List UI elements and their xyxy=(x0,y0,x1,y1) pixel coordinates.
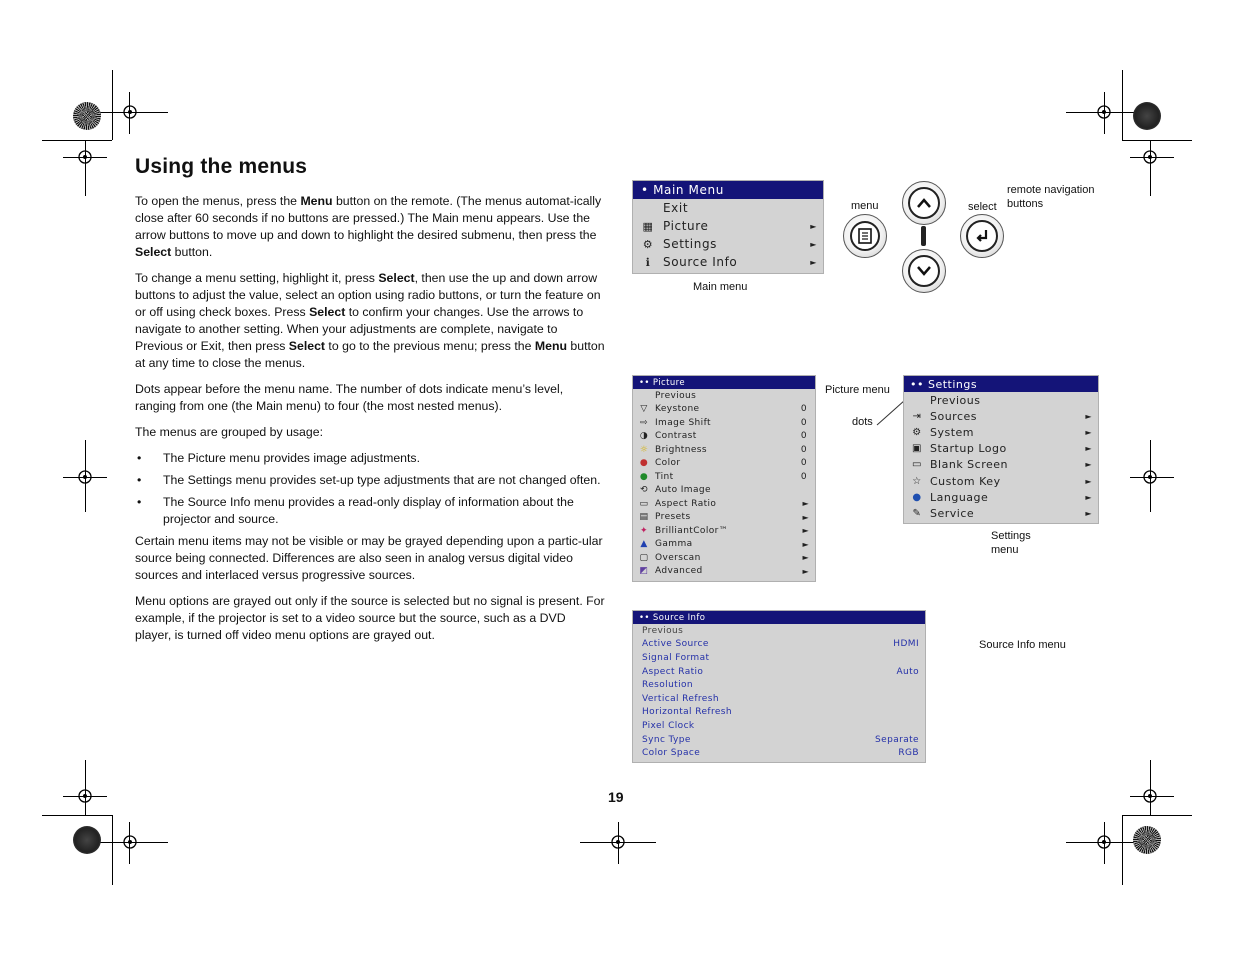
registration-target-icon xyxy=(119,101,141,123)
menu-item-label: Overscan xyxy=(655,552,701,563)
chevron-up-icon xyxy=(916,197,932,209)
menu-item[interactable] xyxy=(633,217,823,235)
menu-item-label: Exit xyxy=(663,201,689,215)
menu-item[interactable] xyxy=(633,416,815,430)
submenu-arrow-icon: ► xyxy=(810,221,817,231)
language-icon: ● xyxy=(912,491,922,503)
menu-item[interactable] xyxy=(633,746,925,760)
list-item: • The Picture menu provides image adjustments. xyxy=(137,451,420,465)
menu-item-value: RGB xyxy=(898,748,919,759)
paragraph-grayed-items: Certain menu items may not be visible or may be grayed depending upon a partic-ular source being connected. Differences are also seen in analog versus digital video sources and interlaced versus progressive sources. xyxy=(135,534,603,582)
menu-item[interactable] xyxy=(633,199,823,217)
menu-item-label: Custom Key xyxy=(930,474,1001,488)
dots-label: dots xyxy=(852,416,873,428)
submenu-arrow-icon: ► xyxy=(802,566,809,576)
chevron-down-icon xyxy=(916,265,932,277)
menu-item[interactable] xyxy=(904,457,1098,473)
page-title: Using the menus xyxy=(135,155,308,178)
registration-target-icon xyxy=(74,466,96,488)
menu-item[interactable] xyxy=(633,538,815,552)
registration-target-icon xyxy=(1139,785,1161,807)
menu-item[interactable] xyxy=(904,489,1098,505)
submenu-arrow-icon: ► xyxy=(1085,460,1092,470)
menu-item-label: Contrast xyxy=(655,431,697,442)
advanced-icon: ◩ xyxy=(639,566,649,577)
blank-screen-icon: ▭ xyxy=(912,459,922,471)
menu-item-value: Separate xyxy=(875,734,919,745)
registration-rosette-icon xyxy=(73,826,101,854)
body-text xyxy=(135,193,605,653)
menu-item[interactable] xyxy=(633,665,925,679)
menu-item-label: System xyxy=(930,425,975,439)
remote-down-button[interactable] xyxy=(902,249,946,293)
remote-menu-button[interactable] xyxy=(843,214,887,258)
picture-icon: ▦ xyxy=(642,219,654,233)
menu-item-value: 0 xyxy=(800,444,807,455)
submenu-arrow-icon: ► xyxy=(1085,444,1092,454)
color-icon: ● xyxy=(639,458,649,469)
menu-item-label: Startup Logo xyxy=(930,442,1007,456)
menu-item[interactable] xyxy=(633,733,925,747)
registration-target-icon xyxy=(1139,466,1161,488)
menu-item-value: 0 xyxy=(800,404,807,415)
registration-rosette-icon xyxy=(1133,102,1161,130)
submenu-arrow-icon: ► xyxy=(1085,508,1092,518)
menu-item[interactable] xyxy=(633,484,815,498)
gamma-icon: ▲ xyxy=(640,539,648,550)
menu-item[interactable] xyxy=(904,441,1098,457)
menu-item-label: Keystone xyxy=(655,404,700,415)
menu-item[interactable] xyxy=(904,473,1098,489)
submenu-arrow-icon: ► xyxy=(1085,427,1092,437)
menu-item-label: Previous xyxy=(642,625,684,636)
registration-target-icon xyxy=(1093,831,1115,853)
enter-icon xyxy=(974,228,990,244)
menu-item-label: Active Source xyxy=(642,639,709,650)
menu-item[interactable] xyxy=(633,253,823,271)
menu-item-label: Horizontal Refresh xyxy=(642,707,733,718)
menu-item[interactable] xyxy=(633,497,815,511)
menu-item-label: Aspect Ratio xyxy=(655,498,717,509)
paragraph-grayed-options: Menu options are grayed out only if the source is selected but no signal is present. For example, if the projector is set to a video source but the source, such as a DVD player, is turned off video menu options are grayed out. xyxy=(135,594,605,642)
presets-icon: ▤ xyxy=(639,512,649,523)
menu-item-label: Color Space xyxy=(642,748,701,759)
menu-item-label: Gamma xyxy=(655,539,693,550)
menu-item-value: HDMI xyxy=(893,639,919,650)
menu-item[interactable] xyxy=(633,403,815,417)
menu-item[interactable] xyxy=(633,470,815,484)
menu-item-label: Aspect Ratio xyxy=(642,666,704,677)
menu-item[interactable] xyxy=(904,505,1098,521)
registration-target-icon xyxy=(1139,146,1161,168)
menu-item-label: Source Info xyxy=(663,255,738,269)
menu-item[interactable] xyxy=(633,389,815,403)
menu-item-label: Sync Type xyxy=(642,734,691,745)
menu-item[interactable] xyxy=(633,706,925,720)
aspect-ratio-icon: ▭ xyxy=(639,498,649,509)
menu-item[interactable] xyxy=(633,678,925,692)
registration-target-icon xyxy=(119,831,141,853)
submenu-arrow-icon: ► xyxy=(802,512,809,522)
menu-item-label: Color xyxy=(655,458,681,469)
menu-item-label: Sources xyxy=(930,409,978,423)
settings-menu-caption: Settings menu xyxy=(991,530,1031,556)
submenu-arrow-icon: ► xyxy=(802,499,809,509)
auto-image-icon: ⟲ xyxy=(640,485,648,496)
source-info-menu-figure xyxy=(632,610,926,763)
paragraph-grouped: The menus are grouped by usage: xyxy=(135,425,323,439)
submenu-arrow-icon: ► xyxy=(1085,492,1092,502)
brilliantcolor-icon: ✦ xyxy=(640,525,648,536)
menu-item-label: Language xyxy=(930,490,989,504)
startup-logo-icon: ▣ xyxy=(912,443,922,455)
paragraph-change-setting: To change a menu setting, highlight it, press Select, then use the up and down arrow buttons to adjust the value, select an option using radio buttons, or turn the feature on or off using check boxes. Press Select to confirm your changes. Use the arrows to navigate to another setting. When your adjustments are complete, navigate to Previous or Exit, then press Select to go to the previous menu; press the Menu button at any time to close the menus. xyxy=(135,271,605,370)
menu-header: •• Settings xyxy=(904,376,1098,392)
menu-item-label: Image Shift xyxy=(655,417,711,428)
overscan-icon: ▢ xyxy=(639,552,649,563)
submenu-arrow-icon: ► xyxy=(802,526,809,536)
menu-item[interactable] xyxy=(633,551,815,565)
brightness-icon: ☼ xyxy=(639,444,649,455)
submenu-arrow-icon: ► xyxy=(1085,411,1092,421)
menu-item-value: 0 xyxy=(800,417,807,428)
image-shift-icon: ⇨ xyxy=(640,417,648,428)
menu-item[interactable] xyxy=(633,651,925,665)
menu-item-value: 0 xyxy=(800,431,807,442)
tint-icon: ● xyxy=(639,471,649,482)
menu-item-label: Service xyxy=(930,506,975,520)
menu-item-value: Auto xyxy=(896,666,919,677)
menu-item[interactable] xyxy=(633,638,925,652)
menu-item-label: Pixel Clock xyxy=(642,720,695,731)
submenu-arrow-icon: ► xyxy=(810,239,817,249)
menu-item[interactable] xyxy=(904,408,1098,424)
registration-target-icon xyxy=(1093,101,1115,123)
menu-icon xyxy=(858,228,872,244)
menu-item-label: Settings xyxy=(663,237,718,251)
menu-item-label: Presets xyxy=(655,512,691,523)
menu-item[interactable] xyxy=(633,430,815,444)
menu-item-value: 0 xyxy=(800,458,807,469)
registration-rosette-icon xyxy=(73,102,101,130)
menu-item[interactable] xyxy=(633,524,815,538)
submenu-arrow-icon: ► xyxy=(802,553,809,563)
menu-item-label: Blank Screen xyxy=(930,458,1008,472)
picture-menu-caption: Picture menu xyxy=(825,384,890,396)
menu-header: •• Picture xyxy=(633,376,815,389)
picture-menu-figure xyxy=(632,375,816,582)
settings-icon: ⚙ xyxy=(642,237,654,251)
registration-target-icon xyxy=(74,146,96,168)
main-menu-caption: Main menu xyxy=(693,281,748,293)
menu-item[interactable] xyxy=(633,565,815,579)
menu-item[interactable] xyxy=(633,235,823,253)
menu-item[interactable] xyxy=(904,392,1098,408)
submenu-arrow-icon: ► xyxy=(802,539,809,549)
page-number: 19 xyxy=(608,789,624,805)
keystone-icon: ▽ xyxy=(640,404,648,415)
remote-up-button[interactable] xyxy=(902,181,946,225)
submenu-arrow-icon: ► xyxy=(810,257,817,267)
remote-nav-divider xyxy=(921,226,926,246)
custom-key-icon: ☆ xyxy=(912,475,922,487)
remote-caption: remote navigation buttons xyxy=(1007,184,1095,210)
service-icon: ✎ xyxy=(912,507,922,519)
paragraph-open-menus: To open the menus, press the Menu button on the remote. (The menus automat-ically close after 60 seconds if no buttons are pressed.) The Main menu appears. Use the arrow buttons to move up and down to highlight the desired submenu, then press the Select button. xyxy=(135,194,602,259)
menu-item-label: Signal Format xyxy=(642,652,710,663)
menu-item-label: Advanced xyxy=(655,566,703,577)
menu-header: • Main Menu xyxy=(633,181,823,199)
menu-item-label: BrilliantColor™ xyxy=(655,525,729,536)
menu-item[interactable] xyxy=(633,692,925,706)
menu-item-label: Tint xyxy=(655,471,674,482)
menu-item-label: Picture xyxy=(663,219,709,233)
list-item: • The Source Info menu provides a read-only display of information about the projector and source. xyxy=(137,495,574,526)
registration-rosette-icon xyxy=(1133,826,1161,854)
info-icon: ℹ xyxy=(645,255,651,269)
registration-target-icon xyxy=(74,785,96,807)
submenu-arrow-icon: ► xyxy=(1085,476,1092,486)
menu-item-label: Vertical Refresh xyxy=(642,693,719,704)
menu-item-label: Auto Image xyxy=(655,485,711,496)
menu-item[interactable] xyxy=(633,457,815,471)
menu-header: •• Source Info xyxy=(633,611,925,624)
menu-item-label: Previous xyxy=(930,393,981,407)
settings-menu-figure xyxy=(903,375,1099,524)
source-info-menu-caption: Source Info menu xyxy=(979,639,1066,651)
remote-menu-label: menu xyxy=(851,200,879,212)
list-item: • The Settings menu provides set-up type adjustments that are not changed often. xyxy=(137,473,601,487)
menu-item[interactable] xyxy=(633,624,925,638)
menu-item-label: Brightness xyxy=(655,444,707,455)
usage-list xyxy=(135,450,605,528)
system-icon: ⚙ xyxy=(912,426,922,438)
menu-item-label: Previous xyxy=(655,390,697,401)
menu-item[interactable] xyxy=(633,719,925,733)
contrast-icon: ◑ xyxy=(639,431,649,442)
paragraph-dots: Dots appear before the menu name. The number of dots indicate menu’s level, ranging from one (the Main menu) to four (the most nested menus). xyxy=(135,382,564,413)
sources-icon: ⇥ xyxy=(912,410,922,422)
menu-item-value: 0 xyxy=(800,471,807,482)
remote-select-button[interactable] xyxy=(960,214,1004,258)
menu-item-label: Resolution xyxy=(642,680,694,691)
remote-select-label: select xyxy=(968,201,997,213)
main-menu-figure xyxy=(632,180,824,274)
menu-item[interactable] xyxy=(633,511,815,525)
menu-item[interactable] xyxy=(904,424,1098,440)
registration-target-icon xyxy=(607,831,629,853)
menu-item[interactable] xyxy=(633,443,815,457)
